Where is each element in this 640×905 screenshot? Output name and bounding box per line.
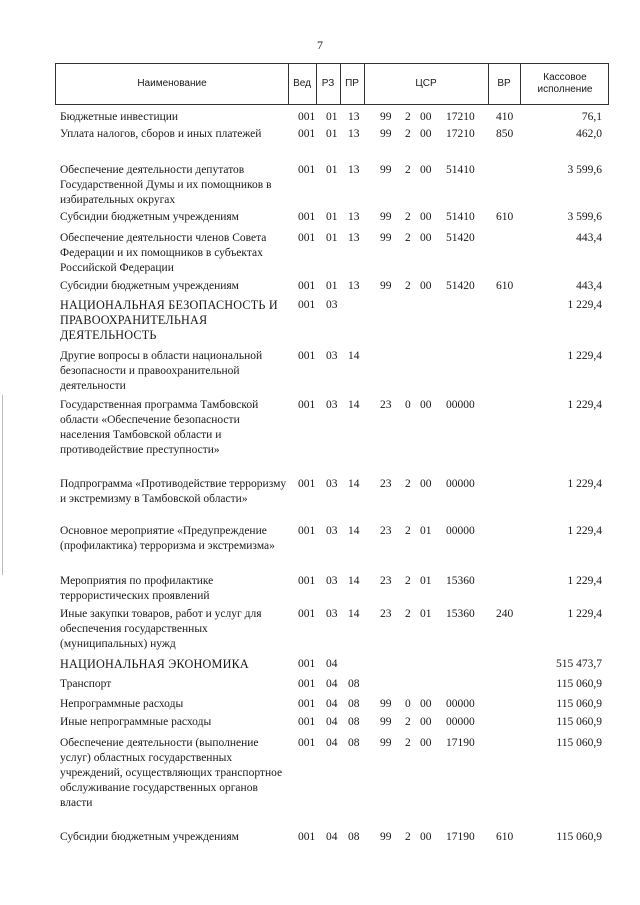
row-ved: 001 <box>298 111 316 123</box>
row-csr-program: 99 <box>380 698 392 710</box>
row-csr-event: 00 <box>420 232 432 244</box>
row-csr-program: 99 <box>380 716 392 728</box>
row-ved: 001 <box>298 350 316 362</box>
row-pr: 13 <box>348 211 360 223</box>
row-csr-subprogram: 2 <box>405 525 411 537</box>
row-csr-event: 01 <box>420 575 432 587</box>
row-csr-event: 00 <box>420 164 432 176</box>
row-rz: 03 <box>326 350 338 362</box>
row-pr: 14 <box>348 575 360 587</box>
header-vr: ВР <box>497 78 511 89</box>
header-pr: ПР <box>345 78 359 89</box>
row-rz: 01 <box>326 111 338 123</box>
row-name: Субсидии бюджетным учреждениям <box>60 280 239 292</box>
scan-margin-mark <box>2 395 3 575</box>
row-vr: 410 <box>496 111 514 123</box>
row-amount: 1 229,4 <box>567 608 602 620</box>
row-pr: 14 <box>348 350 360 362</box>
row-csr-direction: 51420 <box>446 280 475 292</box>
row-amount: 515 473,7 <box>556 658 602 670</box>
row-csr-event: 00 <box>420 128 432 140</box>
row-csr-subprogram: 2 <box>405 280 411 292</box>
row-csr-subprogram: 2 <box>405 164 411 176</box>
row-pr: 14 <box>348 608 360 620</box>
row-rz: 04 <box>326 698 338 710</box>
row-csr-subprogram: 0 <box>405 698 411 710</box>
row-csr-event: 00 <box>420 280 432 292</box>
row-pr: 13 <box>348 232 360 244</box>
row-rz: 01 <box>326 128 338 140</box>
row-name: Транспорт <box>60 678 112 690</box>
row-name: Иные непрограммные расходы <box>60 716 212 728</box>
row-amount: 443,4 <box>576 232 602 244</box>
row-ved: 001 <box>298 678 316 690</box>
row-pr: 08 <box>348 698 360 710</box>
row-csr-subprogram: 2 <box>405 211 411 223</box>
row-ved: 001 <box>298 211 316 223</box>
row-csr-event: 01 <box>420 608 432 620</box>
row-name: Обеспечение деятельности членов Совета Федерации и их помощников в субъектах Российской Федерации <box>60 232 267 274</box>
row-csr-subprogram: 2 <box>405 111 411 123</box>
row-amount: 3 599,6 <box>567 211 602 223</box>
row-rz: 04 <box>326 737 338 749</box>
row-ved: 001 <box>298 399 316 411</box>
row-csr-direction: 17190 <box>446 737 475 749</box>
row-name: Государственная программа Тамбовской области «Обеспечение безопасности населения Тамбовской области и противодействие преступности» <box>60 399 259 456</box>
row-pr: 08 <box>348 737 360 749</box>
row-vr: 610 <box>496 280 514 292</box>
row-pr: 08 <box>348 831 360 843</box>
row-csr-subprogram: 2 <box>405 737 411 749</box>
row-ved: 001 <box>298 299 316 311</box>
row-ved: 001 <box>298 698 316 710</box>
row-ved: 001 <box>298 232 316 244</box>
row-ved: 001 <box>298 128 316 140</box>
header-csr: ЦСР <box>415 78 437 89</box>
row-csr-direction: 17190 <box>446 831 475 843</box>
row-csr-program: 99 <box>380 111 392 123</box>
row-amount: 76,1 <box>581 111 602 123</box>
row-ved: 001 <box>298 478 316 490</box>
row-rz: 01 <box>326 164 338 176</box>
row-rz: 03 <box>326 299 338 311</box>
row-name: Непрограммные расходы <box>60 698 184 710</box>
row-ved: 001 <box>298 164 316 176</box>
row-rz: 03 <box>326 525 338 537</box>
row-csr-subprogram: 2 <box>405 608 411 620</box>
row-csr-program: 99 <box>380 737 392 749</box>
row-csr-program: 99 <box>380 280 392 292</box>
row-rz: 03 <box>326 608 338 620</box>
row-csr-event: 00 <box>420 698 432 710</box>
row-csr-program: 23 <box>380 575 392 587</box>
header-ved: Вед <box>293 78 311 89</box>
row-name: Уплата налогов, сборов и иных платежей <box>60 128 262 140</box>
row-vr: 240 <box>496 608 514 620</box>
row-csr-program: 23 <box>380 478 392 490</box>
row-csr-program: 99 <box>380 831 392 843</box>
section-title: НАЦИОНАЛЬНАЯ БЕЗОПАСНОСТЬ И ПРАВООХРАНИТЕЛЬНАЯ ДЕЯТЕЛЬНОСТЬ <box>60 298 278 342</box>
row-csr-direction: 51410 <box>446 164 475 176</box>
row-vr: 610 <box>496 211 514 223</box>
row-rz: 03 <box>326 399 338 411</box>
header-name: Наименование <box>137 78 207 89</box>
row-amount: 462,0 <box>576 128 602 140</box>
row-ved: 001 <box>298 280 316 292</box>
row-csr-subprogram: 0 <box>405 399 411 411</box>
row-ved: 001 <box>298 525 316 537</box>
row-name: Основное мероприятие «Предупреждение (профилактика) терроризма и экстремизма» <box>60 525 275 552</box>
row-csr-direction: 00000 <box>446 716 475 728</box>
row-csr-event: 00 <box>420 737 432 749</box>
row-csr-program: 23 <box>380 608 392 620</box>
row-csr-program: 99 <box>380 211 392 223</box>
row-csr-program: 23 <box>380 525 392 537</box>
row-rz: 04 <box>326 678 338 690</box>
row-rz: 03 <box>326 478 338 490</box>
row-csr-program: 99 <box>380 164 392 176</box>
row-amount: 1 229,4 <box>567 478 602 490</box>
row-pr: 14 <box>348 399 360 411</box>
row-csr-direction: 15360 <box>446 575 475 587</box>
row-csr-program: 23 <box>380 399 392 411</box>
row-csr-direction: 51420 <box>446 232 475 244</box>
row-pr: 13 <box>348 111 360 123</box>
row-csr-subprogram: 2 <box>405 478 411 490</box>
row-ved: 001 <box>298 575 316 587</box>
header-rz: РЗ <box>321 78 335 89</box>
row-amount: 443,4 <box>576 280 602 292</box>
row-amount: 1 229,4 <box>567 350 602 362</box>
table-header <box>55 63 609 105</box>
row-amount: 1 229,4 <box>567 575 602 587</box>
row-amount: 115 060,9 <box>556 716 602 728</box>
row-vr: 850 <box>496 128 514 140</box>
row-ved: 001 <box>298 608 316 620</box>
row-rz: 04 <box>326 716 338 728</box>
row-csr-event: 00 <box>420 211 432 223</box>
row-pr: 14 <box>348 525 360 537</box>
row-name: Мероприятия по профилактике террористических проявлений <box>60 575 214 602</box>
row-ved: 001 <box>298 737 316 749</box>
row-csr-event: 00 <box>420 111 432 123</box>
row-csr-direction: 00000 <box>446 399 475 411</box>
row-amount: 1 229,4 <box>567 525 602 537</box>
row-csr-event: 00 <box>420 831 432 843</box>
row-name: Иные закупки товаров, работ и услуг для обеспечения государственных (муниципальных) нужд <box>60 608 262 650</box>
row-csr-program: 99 <box>380 232 392 244</box>
row-name: Субсидии бюджетным учреждениям <box>60 831 239 843</box>
row-csr-subprogram: 2 <box>405 232 411 244</box>
row-pr: 08 <box>348 716 360 728</box>
row-vr: 610 <box>496 831 514 843</box>
row-csr-direction: 00000 <box>446 525 475 537</box>
row-amount: 115 060,9 <box>556 678 602 690</box>
row-amount: 1 229,4 <box>567 299 602 311</box>
row-name: Обеспечение деятельности депутатов Государственной Думы и их помощников в избирательных округах <box>60 164 272 206</box>
row-csr-direction: 17210 <box>446 111 475 123</box>
row-pr: 13 <box>348 164 360 176</box>
row-name: Бюджетные инвестиции <box>60 111 179 123</box>
row-ved: 001 <box>298 716 316 728</box>
row-csr-direction: 00000 <box>446 698 475 710</box>
row-csr-event: 01 <box>420 525 432 537</box>
section-title: НАЦИОНАЛЬНАЯ ЭКОНОМИКА <box>60 657 249 671</box>
row-ved: 001 <box>298 831 316 843</box>
row-amount: 3 599,6 <box>567 164 602 176</box>
row-csr-event: 00 <box>420 716 432 728</box>
row-csr-subprogram: 2 <box>405 575 411 587</box>
row-csr-subprogram: 2 <box>405 716 411 728</box>
row-csr-event: 00 <box>420 399 432 411</box>
row-csr-event: 00 <box>420 478 432 490</box>
row-pr: 14 <box>348 478 360 490</box>
row-amount: 1 229,4 <box>567 399 602 411</box>
row-csr-direction: 17210 <box>446 128 475 140</box>
header-amount: Кассовое исполнение <box>537 72 593 95</box>
row-pr: 13 <box>348 280 360 292</box>
row-csr-subprogram: 2 <box>405 128 411 140</box>
row-rz: 01 <box>326 280 338 292</box>
row-csr-direction: 00000 <box>446 478 475 490</box>
row-name: Обеспечение деятельности (выполнение услуг) областных государственных учреждений, осуществляющих транспортное обслуживание государственных органов власти <box>60 737 283 809</box>
row-rz: 04 <box>326 658 338 670</box>
row-amount: 115 060,9 <box>556 698 602 710</box>
row-rz: 01 <box>326 232 338 244</box>
row-csr-direction: 51410 <box>446 211 475 223</box>
row-csr-direction: 15360 <box>446 608 475 620</box>
row-rz: 04 <box>326 831 338 843</box>
row-csr-program: 99 <box>380 128 392 140</box>
row-rz: 03 <box>326 575 338 587</box>
row-csr-subprogram: 2 <box>405 831 411 843</box>
row-amount: 115 060,9 <box>556 737 602 749</box>
row-name: Подпрограмма «Противодействие терроризму и экстремизму в Тамбовской области» <box>60 478 287 505</box>
row-pr: 08 <box>348 678 360 690</box>
row-ved: 001 <box>298 658 316 670</box>
row-name: Другие вопросы в области национальной безопасности и правоохранительной деятельности <box>60 350 263 392</box>
row-amount: 115 060,9 <box>556 831 602 843</box>
page-number: 7 <box>317 38 323 52</box>
row-pr: 13 <box>348 128 360 140</box>
row-rz: 01 <box>326 211 338 223</box>
row-name: Субсидии бюджетным учреждениям <box>60 211 239 223</box>
